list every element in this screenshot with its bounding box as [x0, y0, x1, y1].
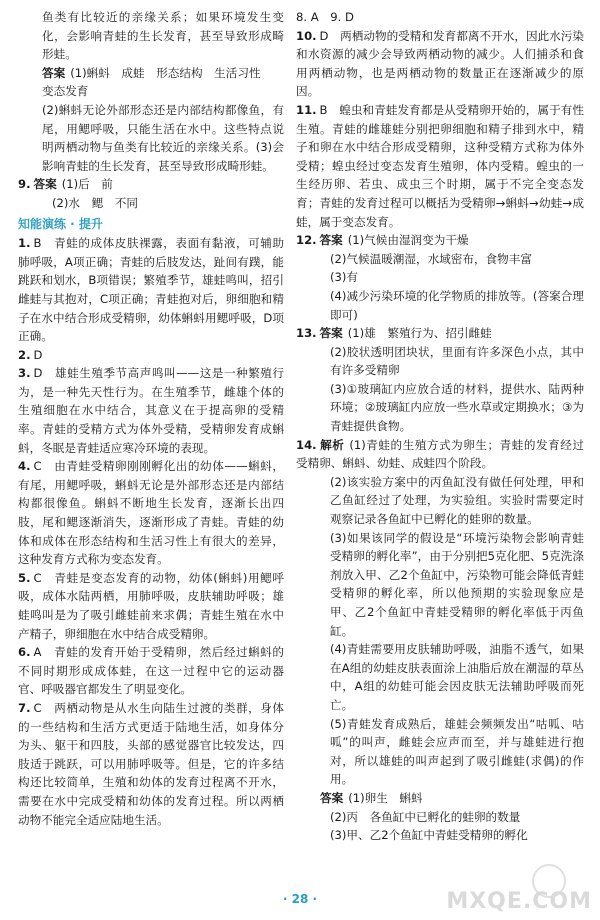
question-number: 7.	[18, 700, 31, 715]
question-4	[18, 457, 284, 569]
question-10	[296, 27, 584, 101]
watermark-logo	[446, 876, 592, 914]
question-number: 6.	[18, 645, 31, 660]
question-9	[18, 175, 284, 194]
analysis-text: (2)该实验方案中的丙鱼缸没有做任何处理，甲和乙鱼缸经过了处理，为实验组。实验时需要定时观察记录各鱼缸中已孵化的蛙卵的数量。	[330, 474, 584, 527]
question-number: 11.	[296, 102, 317, 117]
analysis-text: (1)青蛙的生殖方式为卵生；青蛙的发育经过受精卵、蝌蚪、幼蛙、成蛙四个阶段。	[296, 437, 584, 471]
answer-text: (3)甲、乙2个鱼缸中青蛙受精卵的孵化	[330, 828, 528, 843]
question-6	[18, 643, 284, 699]
question-8-9: 8. A 9. D	[296, 10, 354, 24]
answer-text: (1)雄 繁殖行为、招引雌蛙	[347, 326, 492, 341]
question-number: 10.	[296, 28, 317, 43]
answer-text: (1)卵生 蝌蚪	[348, 790, 423, 805]
question-text: C 青蛙是变态发育的动物，幼体(蝌蚪)用鳃呼吸，成体水陆两栖，用肺呼吸，皮肤辅助呼吸；雄蛙鸣叫是为了吸引雌蛙前来求偶；青蛙生殖在水中产精子，卵细胞在水中结合成受精卵。	[18, 570, 284, 641]
continued-paragraph: 鱼类有比较近的亲缘关系；如果环境发生变化，会影响青蛙的生长发育，甚至导致形成畸形蛙。	[42, 10, 284, 62]
answer-label: 答案	[42, 65, 66, 80]
answer-text: (2)气候温暖潮湿，水域密布，食物丰富	[330, 251, 532, 266]
question-number: 4.	[18, 459, 31, 474]
answer-label: 答案	[319, 326, 343, 341]
answer-text: (1)后 前	[61, 177, 113, 192]
question-text: D 两栖动物的受精和发育都离不开水，因此水污染和水资源的减少会导致两栖动物的减少。人们捕杀和食用两栖动物，也是两栖动物的数量正在逐渐减少的原因。	[296, 28, 584, 99]
analysis-text: (5)青蛙发育成熟后，雄蛙会频频发出“咕呱、咕呱”的叫声，雌蛙会应声而至，并与雄蛙进行抱对，所以雄蛙的叫声起到了吸引雌蛙(求偶)的作用。	[330, 716, 584, 787]
question-text: D	[33, 347, 43, 362]
answer-text: (2)蝌蚪无论外部形态还是内部结构都像鱼，有尾，用鳃呼吸，只能生活在水中。这些特点说明两栖动物与鱼类有比较近的亲缘关系。(3)会影响青蛙的生长发育，甚至导致形成畸形蛙。	[42, 102, 284, 173]
left-column	[18, 8, 284, 829]
answer-text: (1)气候由湿润变为干燥	[347, 233, 469, 248]
analysis-label: 解析	[319, 437, 345, 452]
section-title: 知能演练 · 提升	[18, 216, 103, 231]
question-14	[296, 436, 584, 473]
question-text: C 两栖动物是从水生向陆生过渡的类群，身体的一些结构和生活方式更适于陆地生活，如身体分为头、躯干和四肢，头部的感觉器官比较发达，四肢适于跳跃，可以用肺呼吸等。但是，它的许多结构还比较简单，生殖和幼体的发育过程离不开水，需要在水中完成受精和幼体的发育过程。所以两栖动物不能完全适应陆地生活。	[18, 700, 284, 827]
answer-text: (2)水 鳃 不同	[52, 195, 138, 210]
analysis-text: (3)如果该同学的假设是“环境污染物会影响青蛙受精卵的孵化率”，由于分别把5克化肥、5克洗涤剂放入甲、乙2个鱼缸中，污染物可能会降低青蛙受精卵的孵化率，所以他预期的实验现象应是甲、乙2个鱼缸中青蛙受精卵的孵化率低于丙鱼缸。	[330, 530, 584, 638]
question-text: B 青蛙的成体皮肤裸露，表面有黏液，可辅助肺呼吸，A项正确；青蛙的后肢发达，趾间有蹼，能跳跃和划水，B项错误；繁殖季节，雄蛙鸣叫，招引雌蛙与其抱对，C项正确；青蛙抱对后，卵细胞和精子在水中结合形成受精卵，幼体蝌蚪用鳃呼吸，D项正确。	[18, 236, 284, 344]
answer-text: (1)蝌蚪 成蛙 形态结构 生活习性	[70, 65, 261, 80]
question-text: D 雄蛙生殖季节高声鸣叫——这是一种繁殖行为，是一种先天性行为。在生殖季节，雌雄个体的生殖细胞在水中结合，其意义在于提高卵的受精率。青蛙的受精方式为体外受精，受精卵发育成蝌蚪，冬眠是青蛙适应寒冷环境的表现。	[18, 366, 284, 455]
answer-text: (4)减少污染环境的化学物质的排放等。(答案合理即可)	[330, 288, 584, 322]
question-1	[18, 234, 284, 346]
page-number: · 28 ·	[282, 892, 318, 906]
question-5	[18, 569, 284, 643]
answer-text: (3)有	[330, 270, 359, 285]
answer-text: 变态发育	[42, 84, 89, 99]
question-3	[18, 364, 284, 457]
question-12	[296, 231, 584, 250]
answer-block	[296, 789, 584, 808]
question-7	[18, 699, 284, 829]
watermark-text: MXQE.COM	[446, 889, 592, 914]
answer-text: (3)①玻璃缸内应放合适的材料，提供水、陆两种环境；②玻璃缸内应放一些水草或定期换水；③为青蛙提供食物。	[330, 381, 584, 434]
question-number: 9.	[18, 177, 31, 192]
answer-label: 答案	[320, 790, 344, 805]
question-number: 3.	[18, 366, 31, 381]
question-2	[18, 346, 284, 365]
question-number: 12.	[296, 233, 317, 248]
analysis-text: (4)青蛙需要用皮肤辅助呼吸，油脂不透气，如果在A组的幼蛙皮肤表面涂上油脂后放在潮湿的草丛中，A组的幼蛙可能会因皮肤无法辅助呼吸而死亡。	[330, 642, 584, 712]
answer-text: (2)丙 各鱼缸中已孵化的蛙卵的数量	[330, 809, 521, 824]
question-11	[296, 101, 584, 231]
question-number: 1.	[18, 236, 31, 251]
right-column	[296, 8, 584, 845]
question-number: 5.	[18, 570, 31, 585]
question-number: 2.	[18, 347, 31, 362]
question-text: C 由青蛙受精卵刚刚孵化出的幼体——蝌蚪，有尾，用鳃呼吸，蝌蚪无论是外部形态还是内部结构都很像鱼。蝌蚪不断地生长发育，逐渐长出四肢，尾和鳃逐渐消失，逐渐形成了青蛙。青蛙的幼体和成体在形态结构和生活习性上有很大的差异，这种发育方式称为变态发育。	[18, 459, 284, 567]
answer-block	[18, 64, 284, 83]
answer-text: (2)胶状透明团块状，里面有许多深色小点，其中有许多受精卵	[330, 344, 584, 378]
question-number: 14.	[296, 437, 317, 452]
question-text: A 青蛙的发育开始于受精卵，然后经过蝌蚪的不同时期形成成体蛙，在这一过程中它的运动器官、呼吸器官都发生了明显变化。	[18, 645, 284, 697]
answer-label: 答案	[33, 177, 57, 192]
answer-label: 答案	[319, 233, 343, 248]
question-text: B 蝗虫和青蛙发育都是从受精卵开始的，属于有性生殖。青蛙的雌雄蛙分别把卵细胞和精子排到水中，精子和卵在水中结合形成受精卵，这种受精方式称为体外受精；蝗虫经过变态发育生殖卵，体内受精。蝗虫的一生经历卵、若虫、成虫三个时期，属于不完全变态发育；青蛙的发育过程可以概括为受精卵→蝌蚪→幼蛙→成蛙，属于变态发育。	[296, 102, 584, 229]
question-number: 13.	[296, 326, 317, 341]
question-13	[296, 324, 584, 343]
